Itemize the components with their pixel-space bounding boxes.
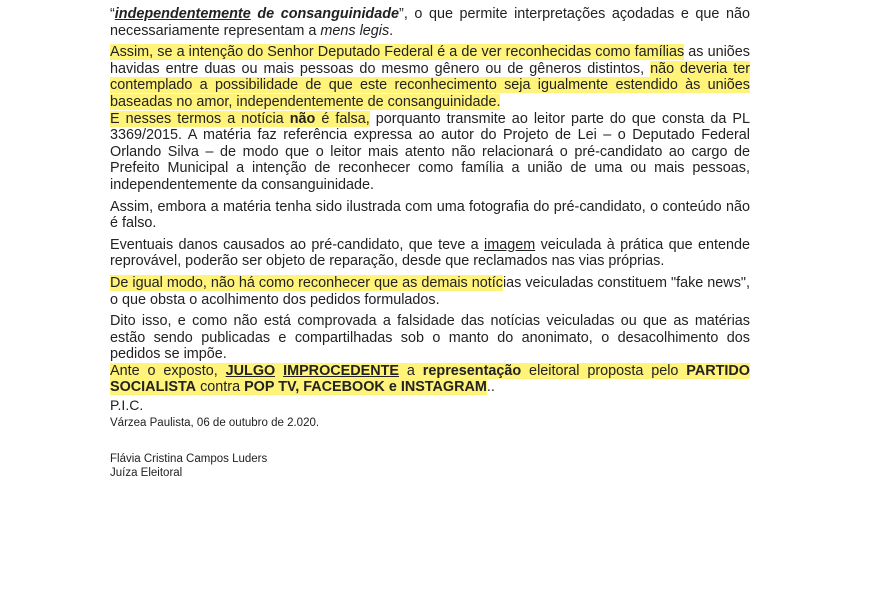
paragraph-3-text: porquanto transmite ao leitor parte do que consta da PL 3369/2015. A matéria faz referência expressa ao autor do Projeto de Lei – o Deputado Federal Orlando Silva – de modo que o leitor mais atento não relacionará o pré-candidato ao cargo de Prefeito Municipal a intenção de reconhecer como família a união de uma ou mais pessoas, independentemente da consanguinidade. — [110, 110, 750, 193]
signer-name: Flávia Cristina Campos Luders — [110, 452, 268, 465]
paragraph-4: Assim, embora a matéria tenha sido ilustrada com uma fotografia do pré-candidato, o conteúdo não é falso. — [110, 198, 750, 232]
paragraph-7: Dito isso, e como não está comprovada a falsidade das notícias veiculadas ou que as matérias estão sendo publicadas e compartilhadas sob o manto do anonimato, o desacolhimento dos pedidos se impõe. — [110, 313, 750, 363]
paragraph-5-text-a: Eventuais danos causados ao pré-candidato, que teve a — [110, 236, 485, 253]
emphasis-consanguinidade: consanguinidade — [280, 6, 400, 22]
emphasis-independentemente: independentemente — [114, 6, 251, 22]
mens-legis: mens legis — [320, 22, 390, 39]
paragraph-2-highlight-a: Assim, se a intenção do Senhor Deputado Federal é a de ver reconhecidas como famílias — [110, 44, 685, 61]
paragraph-8-a: a — [399, 362, 423, 379]
julgo: JULGO — [225, 362, 276, 379]
paragraph-6-highlight: De igual modo, não há como reconhecer que as demais notíc — [110, 274, 503, 291]
paragraph-5-text-b: veiculada à prática que entende reprovável, poderão ser objeto de reparação, desde que reclamados nas vias próprias. — [110, 236, 750, 270]
signer-title: Juíza Eleitoral — [110, 466, 183, 479]
paragraph-6-text: ias veiculadas constituem "fake news", o que obsta o acolhimento dos pedidos formulados. — [110, 274, 751, 308]
paragraph-8-intro: Ante o exposto, — [110, 362, 226, 379]
paragraph-1-text: ”, o que permite interpretações açodadas e que não necessariamente representam a — [110, 6, 751, 39]
signature-block — [110, 452, 750, 480]
paragraph-6 — [110, 275, 750, 308]
place-date: Várzea Paulista, 06 de outubro de 2.020. — [110, 416, 320, 429]
emphasis-de: de — [257, 6, 275, 22]
paragraph-3-nao: não — [289, 110, 316, 127]
paragraph-2 — [110, 44, 750, 110]
paragraph-5-imagem: imagem — [484, 236, 536, 253]
paragraph-8-eleitoral: eleitoral proposta pelo — [521, 362, 687, 379]
paragraph-3 — [110, 111, 750, 194]
pic-label: P.I.C. — [110, 397, 144, 414]
partido-socialista: PARTIDO SOCIALISTA — [110, 362, 750, 396]
paragraph-3-highlight-b: é falsa, — [315, 110, 370, 127]
paragraph-8-space — [275, 363, 283, 379]
paragraph-8-end: .. — [486, 379, 495, 396]
defendants: POP TV, FACEBOOK e INSTAGRAM — [244, 379, 487, 396]
representacao: representação — [422, 362, 522, 379]
paragraph-1-end: . — [389, 22, 394, 39]
document-body — [110, 6, 750, 480]
open-quote: “ — [110, 6, 115, 22]
paragraph-8-contra: contra — [196, 379, 245, 396]
paragraph-1 — [110, 6, 750, 39]
paragraph-2-highlight-b: não deveria ter contemplado a possibilidade de que este reconhecimento seja igualmente estendido às uniões baseadas no amor, independentemente de consanguinidade. — [110, 60, 751, 110]
paragraph-2-text: as uniões havidas entre duas ou mais pessoas do mesmo gênero ou de gêneros distintos, — [110, 44, 750, 77]
paragraph-8 — [110, 363, 750, 396]
improcedente: IMPROCEDENTE — [283, 362, 400, 379]
paragraph-5 — [110, 237, 750, 270]
paragraph-3-highlight-a: E nesses termos a notícia — [110, 110, 290, 127]
